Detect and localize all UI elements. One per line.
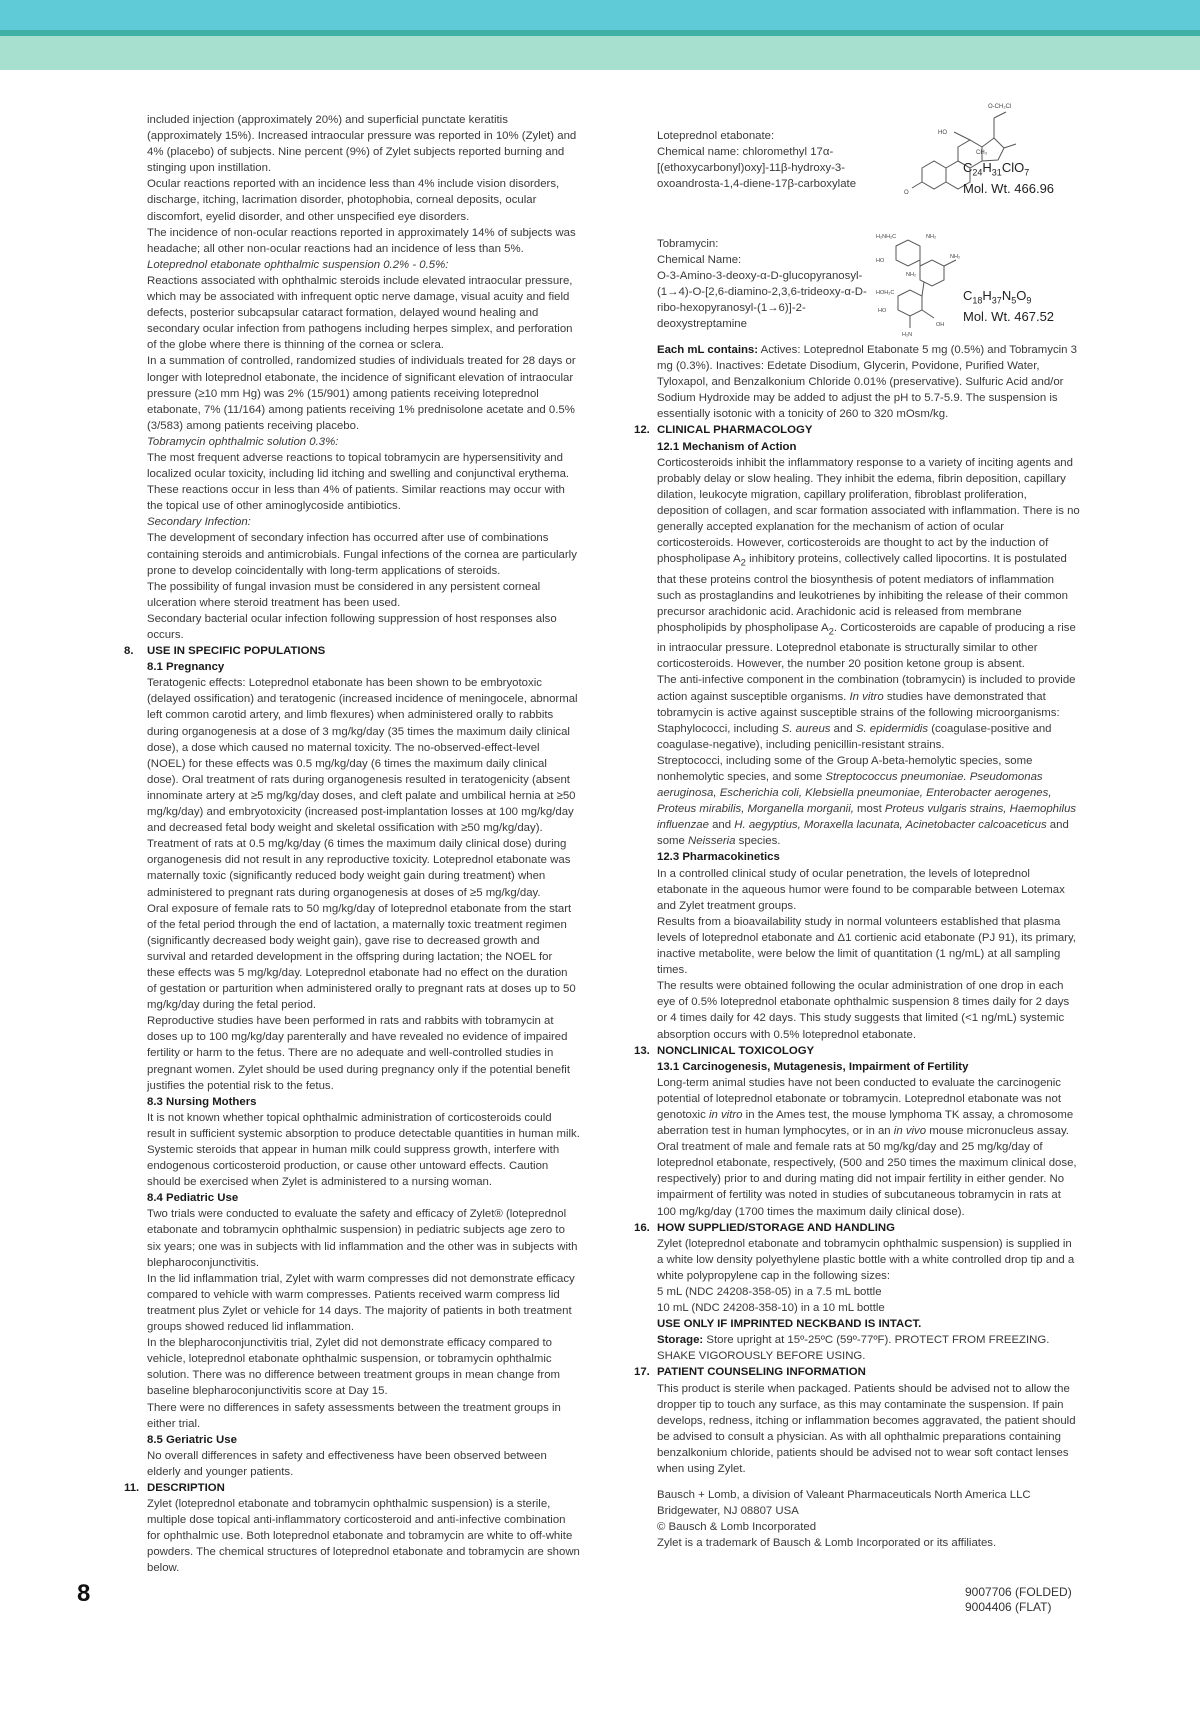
section-heading-13 bbox=[634, 1043, 1080, 1059]
section-title: NONCLINICAL TOXICOLOGY bbox=[657, 1044, 815, 1057]
section-heading-12 bbox=[634, 422, 1080, 438]
paragraph: It is not known whether topical ophthalmic administration of corticosteroids could result in sufficient systemic absorption to produce detectable quantities in human milk. Systemic steroids that appear in human milk could suppress growth, interfere with endogenous corticosteroid production, or cause other untoward effects. Caution should be exercised when Zylet is administered to a nursing woman. bbox=[147, 1111, 580, 1189]
subheading-italic: Secondary Infection: bbox=[147, 516, 251, 529]
page-number: 8 bbox=[77, 1580, 91, 1607]
svg-text:HOH₂C: HOH₂C bbox=[876, 290, 895, 296]
each-ml-label: Each mL contains: bbox=[657, 344, 759, 356]
subsection-heading: 8.3 Nursing Mothers bbox=[147, 1095, 257, 1108]
molecular-formula: $C_{24}H_{31}ClO_7$ bbox=[963, 160, 1030, 178]
right-column bbox=[634, 104, 1080, 1552]
chemical-name: O-3-Amino-3-deoxy-α-D-glucopyranosyl-(1→4)-O-[2,6-diamino-2,3,6-trideoxy-α-D-ribo-hexopyranosyl-(1→6)]-2-deoxystreptamine bbox=[657, 270, 867, 331]
paragraph: No overall differences in safety and effectiveness have been observed between elderly and younger patients. bbox=[147, 1449, 547, 1478]
document-code-folded: 9007706 (FOLDED) bbox=[965, 1585, 1072, 1599]
paragraph: Oral exposure of female rats to 50 mg/kg/day of loteprednol etabonate from the start of the fetal period through the end of lactation, a maternally toxic treatment regimen (significantly decreased body weight gain), gave rise to decreased growth and survival and retarded development in the offspring during lactation; the NOEL for these effects was 5 mg/kg/day. Loteprednol etabonate had no effect on the duration of gestation or parturition when administered orally to pregnant rats at doses up to 50 mg/kg/day during the fetal period. bbox=[147, 902, 576, 1012]
svg-text:H₂NH₂C: H₂NH₂C bbox=[876, 234, 897, 240]
section-title: USE IN SPECIFIC POPULATIONS bbox=[147, 645, 326, 658]
section-number: 12. bbox=[634, 424, 650, 437]
chemical-name-label: Chemical Name: bbox=[657, 254, 742, 267]
header-band-bottom bbox=[0, 36, 1200, 70]
tobramycin-structure-block bbox=[634, 226, 1080, 342]
svg-text:NH₂: NH₂ bbox=[926, 234, 937, 240]
paragraph: Ocular reactions reported with an incidence less than 4% include vision disorders, discharge, itching, lacrimation disorder, photophobia, corneal deposits, ocular discomfort, eyelid disorder, and other unspecified eye disorders. bbox=[147, 178, 560, 223]
svg-text:OH: OH bbox=[936, 322, 945, 328]
paragraph: Reproductive studies have been performed in rats and rabbits with tobramycin at doses up to 100 mg/kg/day parenterally and have revealed no evidence of impaired fertility or harm to the fetus. There are no adequate and well-controlled studies in pregnant women. Zylet should be used during pregnancy only if the potential benefit justifies the potential risk to the fetus. bbox=[147, 1015, 570, 1092]
storage-text: Store upright at 15º-25ºC (59º-77ºF). PROTECT FROM FREEZING. SHAKE VIGOROUSLY BEFORE USING. bbox=[657, 1334, 1050, 1363]
section-heading-17 bbox=[634, 1364, 1080, 1380]
svg-text:HO: HO bbox=[878, 308, 887, 314]
paragraph: Zylet (loteprednol etabonate and tobramycin ophthalmic suspension) is a sterile, multiple dose topical anti-inflammatory corticosteroid and anti-infective combination for ophthalmic use. Both loteprednol etabonate and tobramycin are white to off-white powders. The chemical structures of loteprednol etabonate and tobramycin are shown below. bbox=[147, 1498, 580, 1575]
package-size: 10 mL (NDC 24208-358-10) in a 10 mL bottle bbox=[657, 1302, 885, 1315]
document-code-flat: 9004406 (FLAT) bbox=[965, 1600, 1052, 1614]
svg-text:HO: HO bbox=[876, 258, 885, 264]
molecular-weight: Mol. Wt. 467.52 bbox=[963, 308, 1055, 324]
header-band-top bbox=[0, 0, 1200, 30]
subsection-heading: 8.5 Geriatric Use bbox=[147, 1433, 237, 1446]
left-column bbox=[124, 112, 580, 1577]
company-address: Bausch + Lomb, a division of Valeant Pharmaceuticals North America LLC Bridgewater, NJ 08807 USA bbox=[657, 1489, 1031, 1518]
section-heading-16 bbox=[634, 1220, 1080, 1236]
paragraph: Staphylococci, including S. aureus and S. epidermidis (coagulase-positive and coagulase-negative), including penicillin-resistant strains. bbox=[657, 722, 1052, 751]
paragraph: In a summation of controlled, randomized studies of individuals treated for 28 days or longer with loteprednol etabonate, the incidence of significant elevation of intraocular pressure (≥10 mm Hg) was 2% (15/901) among patients receiving loteprednol etabonate, 7% (11/164) among patients receiving 1% prednisolone acetate and 0.5% (3/583) among patients receiving placebo. bbox=[147, 355, 576, 432]
paragraph: The results were obtained following the ocular administration of one drop in each eye of 0.5% loteprednol etabonate ophthalmic suspension 8 times daily for 2 days or 4 times daily for 42 days. This study suggests that limited (<1 ng/mL) systemic absorption occurs with 0.5% loteprednol etabonate. bbox=[657, 980, 1070, 1041]
chemical-name: Chemical name: chloromethyl 17α-[(ethoxycarbonyl)oxy]-11β-hydroxy-3-oxoandrosta-1,4-diene-17β-carboxylate bbox=[657, 146, 857, 191]
tobramycin-formula bbox=[963, 288, 1054, 324]
loteprednol-structure-block bbox=[634, 104, 1080, 226]
paragraph: Two trials were conducted to evaluate the safety and efficacy of Zylet® (loteprednol etabonate and tobramycin ophthalmic suspension) in pediatric subjects age zero to six years; one was in subjects with lid inflammation and the other was in subjects with blepharoconjunctivitis. bbox=[147, 1208, 578, 1269]
subsection-heading: 8.1 Pregnancy bbox=[147, 661, 225, 674]
composition-paragraph bbox=[634, 342, 1080, 422]
paragraph: Corticosteroids inhibit the inflammatory response to a variety of inciting agents and probably delay or slow healing. They inhibit the edema, fibrin deposition, capillary dilation, leukocyte migration, capillary proliferation, fibroblast proliferation, deposition of collagen, and scar formation associated with inflammation. There is no generally accepted explanation for the mechanism of action of ocular corticosteroids. However, corticosteroids are thought to act by the induction of phospholipase $A_2$ inhibitory proteins, collectively called lipocortins. It is postulated that these proteins control the biosynthesis of potent mediators of inflammation such as prostaglandins and leukotrienes by inhibiting the release of their common precursor arachidonic acid. Arachidonic acid is released from membrane phospholipids by phospholipase $A_2$. Corticosteroids are capable of producing a rise in intraocular pressure. Loteprednol etabonate is structurally similar to other corticosteroids. However, the number 20 position ketone group is absent. bbox=[657, 456, 1080, 671]
svg-text:O: O bbox=[904, 190, 909, 196]
paragraph: In a controlled clinical study of ocular penetration, the levels of loteprednol etabonate in the aqueous humor were found to be comparable between Lotemax and Zylet treatment groups. bbox=[657, 867, 1065, 912]
svg-text:H₂N: H₂N bbox=[902, 332, 913, 338]
section-title: HOW SUPPLIED/STORAGE AND HANDLING bbox=[657, 1221, 895, 1234]
paragraph: The incidence of non-ocular reactions reported in approximately 14% of subjects was headache; all other non-ocular reactions had an incidence of less than 5%. bbox=[147, 226, 576, 255]
paragraph: This product is sterile when packaged. Patients should be advised not to allow the dropper tip to touch any surface, as this may contaminate the suspension. If pain develops, redness, itching or inflammation becomes aggravated, the patient should be advised to consult a physician. As with all ophthalmic preparations containing benzalkonium chloride, patients should be advised not to wear soft contact lenses when using Zylet. bbox=[657, 1382, 1076, 1476]
paragraph: Teratogenic effects: Loteprednol etabonate has been shown to be embryotoxic (delayed ossification) and teratogenic (increased incidence of meningocele, abnormal left common carotid artery, and limb flexures) when administered orally to rabbits during organogenesis at a dose of 3 mg/kg/day (35 times the maximum daily clinical dose), a dose which caused no maternal toxicity. The no-observed-effect-level (NOEL) for these effects was 0.5 mg/kg/day (6 times the maximum daily clinical dose). Oral treatment of rats during organogenesis resulted in teratogenicity (absent innominate artery at ≥5 mg/kg/day doses, and cleft palate and umbilical hernia at ≥50 mg/kg/day) and embryotoxicity (increased post-implantation losses at 100 mg/kg/day and decreased fetal body weight and skeletal ossification with ≥50 mg/kg/day). Treatment of rats at 0.5 mg/kg/day (6 times the maximum daily clinical dose) during organogenesis did not result in any reproductive toxicity. Loteprednol etabonate was maternally toxic (significantly reduced body weight gain during treatment) when administered to pregnant rats during organogenesis at doses of ≥5 mg/kg/day. bbox=[147, 677, 578, 899]
paragraph: Zylet (loteprednol etabonate and tobramycin ophthalmic suspension) is supplied in a white low density polyethylene plastic bottle with a white controlled drop tip and a white polypropylene cap in the following sizes: bbox=[657, 1237, 1075, 1282]
neckband-warning: USE ONLY IF IMPRINTED NECKBAND IS INTACT. bbox=[657, 1318, 922, 1331]
loteprednol-formula bbox=[963, 160, 1054, 196]
package-size: 5 mL (NDC 24208-358-05) in a 7.5 mL bottle bbox=[657, 1286, 882, 1298]
paragraph: Long-term animal studies have not been conducted to evaluate the carcinogenic potential of loteprednol etabonate or tobramycin. Loteprednol etabonate was not genotoxic in vitro in the Ames test, the mouse lymphoma TK assay, a chromosome aberration test in human lymphocytes, or in an in vivo mouse micronucleus assay. Oral treatment of male and female rats at 50 mg/kg/day and 25 mg/kg/day of loteprednol etabonate, respectively, (500 and 250 times the maximum clinical dose, respectively) prior to and during mating did not impair fertility in either gender. No impairment of fertility was noted in studies of subcutaneous tobramycin in rats at 100 mg/kg/day (1700 times the maximum daily clinical dose). bbox=[657, 1076, 1077, 1218]
svg-text:NH₂: NH₂ bbox=[950, 254, 961, 260]
svg-text:NH₂: NH₂ bbox=[906, 272, 917, 278]
trademark-notice: Zylet is a trademark of Bausch & Lomb Incorporated or its affiliates. bbox=[657, 1537, 997, 1550]
compound-name: Loteprednol etabonate: bbox=[657, 130, 775, 142]
subsection-heading: 12.3 Pharmacokinetics bbox=[657, 851, 780, 864]
paragraph: Secondary bacterial ocular infection following suppression of host responses also occurs. bbox=[147, 612, 557, 641]
section-heading-11 bbox=[124, 1480, 580, 1496]
section-number: 13. bbox=[634, 1044, 650, 1057]
paragraph: Results from a bioavailability study in normal volunteers established that plasma levels of loteprednol etabonate and Δ1 cortienic acid etabonate (PJ 91), its primary, inactive metabolite, were below the limit of quantitation (1 ng/mL) at all sampling times. bbox=[657, 915, 1076, 977]
section-number: 11. bbox=[124, 1481, 140, 1494]
section-number: 16. bbox=[634, 1221, 650, 1234]
subsection-heading: 13.1 Carcinogenesis, Mutagenesis, Impairment of Fertility bbox=[657, 1060, 969, 1073]
subsection-heading: 12.1 Mechanism of Action bbox=[657, 440, 797, 453]
paragraph: The most frequent adverse reactions to topical tobramycin are hypersensitivity and localized ocular toxicity, including lid itching and swelling and conjunctival erythema. These reactions occur in less than 4% of patients. Similar reactions may occur with the topical use of other aminoglycoside antibiotics. bbox=[147, 451, 570, 513]
paragraph: In the lid inflammation trial, Zylet with warm compresses did not demonstrate efficacy compared to vehicle with warm compresses. Patients received warm compress lid treatment plus Zylet or vehicle for 14 days. The majority of patients in both treatment groups showed reduced lid inflammation. bbox=[147, 1272, 575, 1334]
subheading-italic: Tobramycin ophthalmic solution 0.3%: bbox=[147, 435, 339, 448]
paragraph: In the blepharoconjunctivitis trial, Zylet did not demonstrate efficacy compared to vehicle, loteprednol etabonate ophthalmic suspension, or tobramycin ophthalmic solution. There was no difference between treatment groups in mean change from baseline blepharoconjunctivitis score at Day 15. bbox=[147, 1337, 561, 1398]
svg-text:O-CH₂Cl: O-CH₂Cl bbox=[988, 104, 1012, 110]
molecular-formula: $C_{18}H_{37}N_5O_9$ bbox=[963, 288, 1032, 306]
paragraph: The anti-infective component in the combination (tobramycin) is included to provide action against susceptible organisms. In vitro studies have demonstrated that tobramycin is active against susceptible strains of the following microorganisms: bbox=[657, 674, 1076, 719]
each-ml-text: Actives: Loteprednol Etabonate 5 mg (0.5%) and Tobramycin 3 mg (0.3%). Inactives: Edetate Disodium, Glycerin, Povidone, Purified Water, Tyloxapol, and Benzalkonium Chloride 0.01% (preservative). Sulfuric Acid and/or Sodium Hydroxide may be added to adjust the pH to 5.7-5.9. The suspension is essentially isotonic with a tonicity of 260 to 320 mOsm/kg. bbox=[657, 344, 1078, 421]
svg-text:CH₃: CH₃ bbox=[976, 150, 988, 156]
paragraph: Reactions associated with ophthalmic steroids include elevated intraocular pressure, which may be associated with infrequent optic nerve damage, visual acuity and field defects, posterior subcapsular cataract formation, delayed wound healing and secondary ocular infection from pathogens including herpes simplex, and perforation of the globe where there is thinning of the cornea or sclera. bbox=[147, 274, 573, 352]
section-title: DESCRIPTION bbox=[147, 1481, 225, 1494]
svg-text:HO: HO bbox=[938, 130, 947, 136]
section-heading-8 bbox=[124, 643, 580, 659]
section-title: PATIENT COUNSELING INFORMATION bbox=[657, 1366, 866, 1379]
paragraph: The development of secondary infection has occurred after use of combinations containing steroids and antimicrobials. Fungal infections of the cornea are particularly prone to develop coincidentally with long-term applications of steroids. bbox=[147, 532, 577, 577]
tobramycin-structure-diagram bbox=[876, 232, 966, 342]
section-title: CLINICAL PHARMACOLOGY bbox=[657, 424, 813, 437]
paragraph: included injection (approximately 20%) and superficial punctate keratitis (approximately 15%). Increased intraocular pressure was reported in 10% (Zylet) and 4% (placebo) of subjects. Nine percent (9%) of Zylet subjects reported burning and stinging upon instillation. bbox=[147, 114, 577, 175]
compound-name: Tobramycin: bbox=[657, 238, 719, 250]
section-number: 8. bbox=[124, 645, 134, 658]
paragraph: Streptococci, including some of the Group A-beta-hemolytic species, some nonhemolytic species, and some Streptococcus pneumoniae. Pseudomonas aeruginosa, Escherichia coli, Klebsiella pneumoniae, Enterobacter aerogenes, Proteus mirabilis, Morganella morganii, most Proteus vulgaris strains, Haemophilus influenzae and H. aegyptius, Moraxella lacunata, Acinetobacter calcoaceticus and some Neisseria species. bbox=[657, 754, 1077, 848]
storage-paragraph bbox=[634, 1332, 1080, 1364]
molecular-weight: Mol. Wt. 466.96 bbox=[963, 180, 1055, 196]
section-number: 17. bbox=[634, 1366, 650, 1379]
subheading-italic: Loteprednol etabonate ophthalmic suspension 0.2% - 0.5%: bbox=[147, 258, 449, 271]
subsection-heading: 8.4 Pediatric Use bbox=[147, 1192, 239, 1205]
paragraph: The possibility of fungal invasion must be considered in any persistent corneal ulceration where steroid treatment has been used. bbox=[147, 580, 541, 609]
copyright: © Bausch & Lomb Incorporated bbox=[657, 1521, 817, 1534]
paragraph: There were no differences in safety assessments between the treatment groups in either trial. bbox=[147, 1401, 561, 1430]
storage-label: Storage: bbox=[657, 1334, 704, 1347]
